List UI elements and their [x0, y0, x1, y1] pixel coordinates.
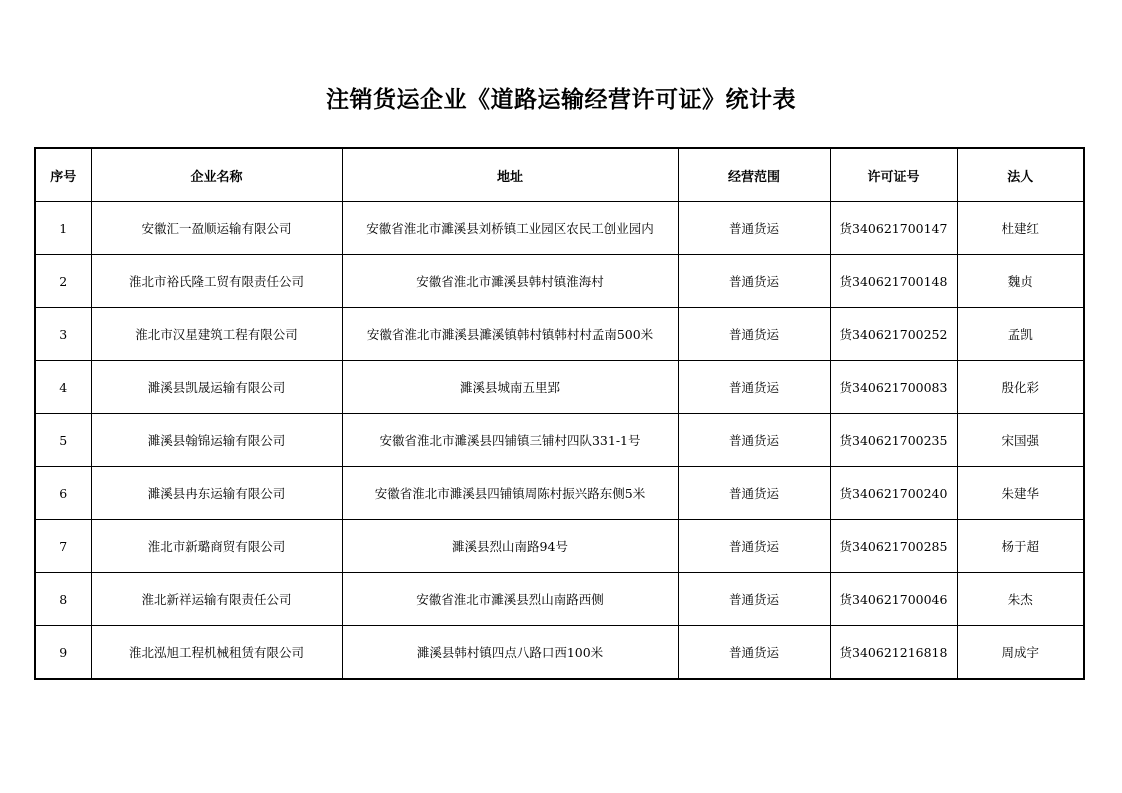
- cell-license-number: 货340621700147: [830, 202, 957, 255]
- cell-business-scope: 普通货运: [678, 255, 830, 308]
- table-row: [35, 308, 1084, 361]
- cell-legal-person: 周成宇: [957, 626, 1084, 680]
- cell-company-name: 淮北市新璐商贸有限公司: [91, 520, 342, 573]
- cell-serial-number: 4: [35, 361, 91, 414]
- cell-business-scope: 普通货运: [678, 573, 830, 626]
- cell-legal-person: 杨于超: [957, 520, 1084, 573]
- cell-serial-number: 6: [35, 467, 91, 520]
- cell-business-scope: 普通货运: [678, 626, 830, 680]
- cell-company-name: 濉溪县翰锦运输有限公司: [91, 414, 342, 467]
- cell-serial-number: 3: [35, 308, 91, 361]
- table-row: [35, 520, 1084, 573]
- cell-business-scope: 普通货运: [678, 202, 830, 255]
- cell-legal-person: 孟凯: [957, 308, 1084, 361]
- header-legal-person: 法人: [957, 148, 1084, 202]
- table-row: [35, 626, 1084, 680]
- cell-company-name: 濉溪县冉东运输有限公司: [91, 467, 342, 520]
- cell-company-name: 淮北市裕氏隆工贸有限责任公司: [91, 255, 342, 308]
- table-row: [35, 414, 1084, 467]
- cell-legal-person: 殷化彩: [957, 361, 1084, 414]
- cell-business-scope: 普通货运: [678, 308, 830, 361]
- cell-address: 安徽省淮北市濉溪县濉溪镇韩村镇韩村村孟南500米: [342, 308, 678, 361]
- table-header-row: [35, 148, 1084, 202]
- cell-address: 濉溪县烈山南路94号: [342, 520, 678, 573]
- table-row: [35, 573, 1084, 626]
- cell-serial-number: 1: [35, 202, 91, 255]
- table-row: [35, 255, 1084, 308]
- cell-address: 安徽省淮北市濉溪县烈山南路西侧: [342, 573, 678, 626]
- cell-company-name: 淮北市汉星建筑工程有限公司: [91, 308, 342, 361]
- cell-company-name: 安徽汇一盈顺运输有限公司: [91, 202, 342, 255]
- cell-business-scope: 普通货运: [678, 520, 830, 573]
- cell-license-number: 货340621700083: [830, 361, 957, 414]
- cell-address: 安徽省淮北市濉溪县韩村镇淮海村: [342, 255, 678, 308]
- page-title: 注销货运企业《道路运输经营许可证》统计表: [326, 87, 796, 113]
- header-serial-number: 序号: [35, 148, 91, 202]
- cell-address: 濉溪县韩村镇四点八路口西100米: [342, 626, 678, 680]
- cell-license-number: 货340621700252: [830, 308, 957, 361]
- cell-serial-number: 5: [35, 414, 91, 467]
- statistics-table: [34, 147, 1085, 680]
- cell-legal-person: 朱杰: [957, 573, 1084, 626]
- header-address: 地址: [342, 148, 678, 202]
- cell-company-name: 淮北新祥运输有限责任公司: [91, 573, 342, 626]
- cell-legal-person: 杜建红: [957, 202, 1084, 255]
- header-business-scope: 经营范围: [678, 148, 830, 202]
- cell-serial-number: 9: [35, 626, 91, 680]
- cell-address: 安徽省淮北市濉溪县四铺镇三铺村四队331-1号: [342, 414, 678, 467]
- header-company-name: 企业名称: [91, 148, 342, 202]
- cell-license-number: 货340621700046: [830, 573, 957, 626]
- cell-serial-number: 7: [35, 520, 91, 573]
- cell-legal-person: 魏贞: [957, 255, 1084, 308]
- table-row: [35, 467, 1084, 520]
- cell-address: 安徽省淮北市濉溪县刘桥镇工业园区农民工创业园内: [342, 202, 678, 255]
- cell-license-number: 货340621700285: [830, 520, 957, 573]
- cell-address: 安徽省淮北市濉溪县四铺镇周陈村振兴路东侧5米: [342, 467, 678, 520]
- cell-business-scope: 普通货运: [678, 467, 830, 520]
- cell-business-scope: 普通货运: [678, 361, 830, 414]
- cell-address: 濉溪县城南五里郢: [342, 361, 678, 414]
- cell-license-number: 货340621700235: [830, 414, 957, 467]
- table-row: [35, 202, 1084, 255]
- cell-legal-person: 朱建华: [957, 467, 1084, 520]
- cell-serial-number: 8: [35, 573, 91, 626]
- cell-license-number: 货340621700148: [830, 255, 957, 308]
- table-row: [35, 361, 1084, 414]
- cell-legal-person: 宋国强: [957, 414, 1084, 467]
- cell-company-name: 濉溪县凯晟运输有限公司: [91, 361, 342, 414]
- cell-company-name: 淮北泓旭工程机械租赁有限公司: [91, 626, 342, 680]
- cell-license-number: 货340621700240: [830, 467, 957, 520]
- cell-serial-number: 2: [35, 255, 91, 308]
- header-license-number: 许可证号: [830, 148, 957, 202]
- cell-business-scope: 普通货运: [678, 414, 830, 467]
- cell-license-number: 货340621216818: [830, 626, 957, 680]
